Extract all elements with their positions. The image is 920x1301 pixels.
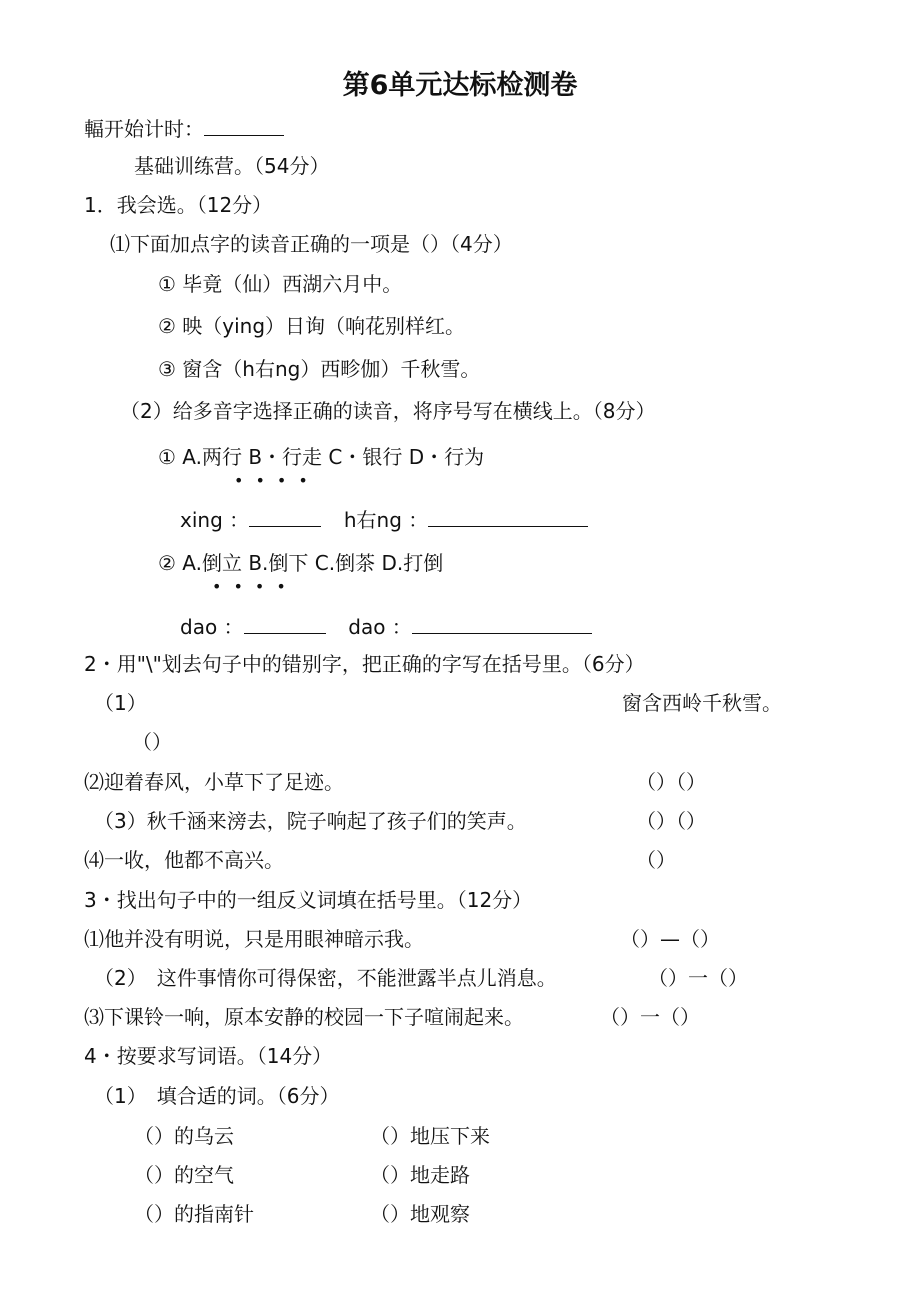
start-time-blank[interactable] — [204, 115, 284, 136]
q4-right-item-2: （）地走路 — [370, 1163, 470, 1187]
q2-heading: 2・用"\"划去句子中的错别字，把正确的字写在括号里。（6分） — [84, 652, 645, 676]
q1-part2-prompt: （2）给多音字选择正确的读音，将序号写在横线上。（8分） — [120, 399, 656, 423]
q2-item-1-num: （1） — [94, 691, 147, 715]
q2-item-3-text: （3）秋千涵来滂去，院子响起了孩子们的笑声。 — [94, 809, 527, 833]
emphasis-dots: •••• — [212, 577, 298, 596]
start-time-label: 輻开始计时： — [84, 117, 204, 141]
answer-blank[interactable] — [249, 506, 321, 527]
q2-item-2-paren[interactable]: （）（） — [636, 770, 706, 794]
q1-option-2: ② 映（ying）日询（响花别样红。 — [158, 314, 466, 338]
q2-item-2-text: ⑵迎着春风，小草下了足迹。 — [84, 770, 344, 794]
emphasis-dots: •••• — [234, 471, 320, 490]
section-basic-heading: 基础训练营。（54分） — [134, 154, 330, 178]
q3-item-3-text: ⑶下课铃一响，原本安静的校园一下子喧闹起来。 — [84, 1005, 524, 1029]
answer-label: dao ： — [348, 615, 412, 639]
q3-item-2-text: （2） 这件事情你可得保密，不能泄露半点儿消息。 — [94, 966, 557, 990]
q4-left-item-1: （）的乌云 — [134, 1124, 234, 1148]
q3-item-1-text: ⑴他并没有明说，只是用眼神暗示我。 — [84, 927, 424, 951]
answer-blank[interactable] — [412, 613, 592, 634]
q1-group1-answer-row — [180, 506, 588, 533]
q3-item-3-paren[interactable]: （）一（） — [600, 1005, 700, 1029]
q2-item-4-text: ⑷一收，他都不高兴。 — [84, 848, 284, 872]
q2-item-1-paren[interactable]: （） — [132, 730, 172, 754]
q4-right-item-1: （）地压下来 — [370, 1124, 490, 1148]
answer-label: h右ng ： — [343, 508, 429, 532]
q4-left-item-3: （）的指南针 — [134, 1202, 254, 1226]
page-title: 第6单元达标检测卷 — [342, 70, 578, 101]
q2-item-4-paren[interactable]: （） — [636, 848, 676, 872]
start-time-row — [84, 115, 284, 142]
answer-label: dao ： — [180, 615, 244, 639]
q1-group2-answer-row — [180, 613, 592, 640]
answer-label: xing ： — [180, 508, 250, 532]
answer-blank[interactable] — [244, 613, 326, 634]
q3-heading: 3・找出句子中的一组反义词填在括号里。（12分） — [84, 888, 533, 912]
q2-item-3-paren[interactable]: （）（） — [636, 809, 706, 833]
q4-heading: 4・按要求写词语。（14分） — [84, 1044, 333, 1068]
q4-left-item-2: （）的空气 — [134, 1163, 234, 1187]
q3-item-1-paren[interactable]: （）—（） — [620, 927, 720, 951]
q4-right-item-3: （）地观察 — [370, 1202, 470, 1226]
q1-heading: 1．我会选。（12分） — [84, 193, 273, 217]
q4-part1-prompt: （1） 填合适的词。（6分） — [94, 1084, 340, 1108]
q2-item-1-text: 窗含西岭千秋雪。 — [622, 691, 782, 715]
q1-part1-prompt: ⑴下面加点字的读音正确的一项是（）（4分） — [110, 232, 513, 256]
answer-blank[interactable] — [428, 506, 588, 527]
q1-group1-options: ① A.两行 B・行走 C・银行 D・行为 — [158, 445, 485, 469]
q1-option-1: ① 毕竟（仙）西湖六月中。 — [158, 272, 403, 296]
q1-group2-options: ② A.倒立 B.倒下 C.倒茶 D.打倒 — [158, 551, 444, 575]
q3-item-2-paren[interactable]: （）一（） — [648, 966, 748, 990]
q1-option-3: ③ 窗含（h右ng）西畛伽）千秋雪。 — [158, 357, 481, 381]
